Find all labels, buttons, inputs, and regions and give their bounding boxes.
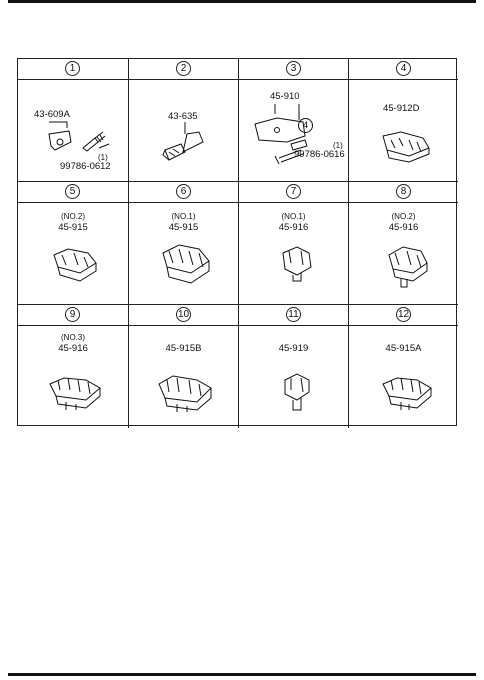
callout-number: 7: [286, 184, 301, 199]
callout-number: 2: [176, 61, 191, 76]
cell-7: [238, 181, 348, 304]
variant-label: (NO.2): [61, 212, 85, 221]
bolt-part-number: 99786-0616: [294, 149, 345, 160]
top-rule: [8, 0, 476, 3]
part-number: 43-609A: [34, 109, 70, 120]
callout-number: 9: [65, 307, 80, 322]
cell-1: [18, 59, 128, 181]
cell-9: [18, 304, 128, 428]
double-clip-drawing: [48, 243, 103, 283]
part-number: 45-910: [270, 91, 300, 102]
single-clip-drawing: [279, 370, 315, 414]
triple-clip-drawing: [379, 372, 437, 412]
triple-clip-drawing: [46, 372, 106, 412]
part-number: 45-919: [278, 343, 309, 354]
part-number: 45-915A: [385, 343, 422, 354]
part-number: 45-912D: [383, 103, 420, 114]
part-number: 45-916: [58, 343, 88, 354]
double-clip-drawing: [157, 241, 217, 285]
callout-number: 11: [286, 307, 301, 322]
bracket-with-bolt-drawing: [247, 100, 347, 170]
single-clip-drawing: [277, 243, 317, 283]
quantity: (1): [98, 153, 108, 162]
cell-12: [348, 304, 458, 428]
cell-11: [238, 304, 348, 428]
parts-grid: [17, 58, 457, 426]
bolt-part-number: 99786-0612: [60, 161, 111, 172]
callout-number: 3: [286, 61, 301, 76]
cell-10: [128, 304, 238, 428]
variant-label: (NO.3): [61, 333, 85, 342]
cell-8: [348, 181, 458, 304]
variant-label: (NO.1): [171, 212, 196, 221]
flat-clip-drawing: [159, 122, 219, 172]
part-number: 45-915: [168, 222, 199, 233]
clip-with-bolt-drawing: [43, 118, 113, 166]
callout-number: 12: [397, 309, 410, 320]
callout-number: 4: [396, 61, 411, 76]
part-number: 45-915B: [165, 343, 202, 354]
sub-callout-4: 4: [298, 118, 313, 133]
callout-number: 1: [65, 61, 80, 76]
cell-4: [348, 59, 458, 181]
variant-label: (NO.1): [281, 212, 306, 221]
callout-number: 5: [65, 184, 80, 199]
part-number: 45-915: [58, 222, 88, 233]
part-number: 43-635: [168, 111, 198, 122]
triple-clip-drawing: [155, 372, 217, 414]
part-number: 45-916: [388, 222, 419, 233]
callout-number: 6: [176, 184, 191, 199]
quantity: (1): [333, 141, 343, 150]
bottom-rule: [8, 673, 476, 676]
cell-6: [128, 181, 238, 304]
variant-label: (NO.2): [391, 212, 416, 221]
part-number: 45-916: [278, 222, 309, 233]
double-clip-drawing: [383, 241, 433, 289]
callout-number: 10: [177, 309, 190, 320]
callout-number: 8: [396, 184, 411, 199]
cell-2: [128, 59, 238, 181]
cell-5: [18, 181, 128, 304]
cell-3: [238, 59, 348, 181]
multi-clip-drawing: [379, 126, 434, 166]
